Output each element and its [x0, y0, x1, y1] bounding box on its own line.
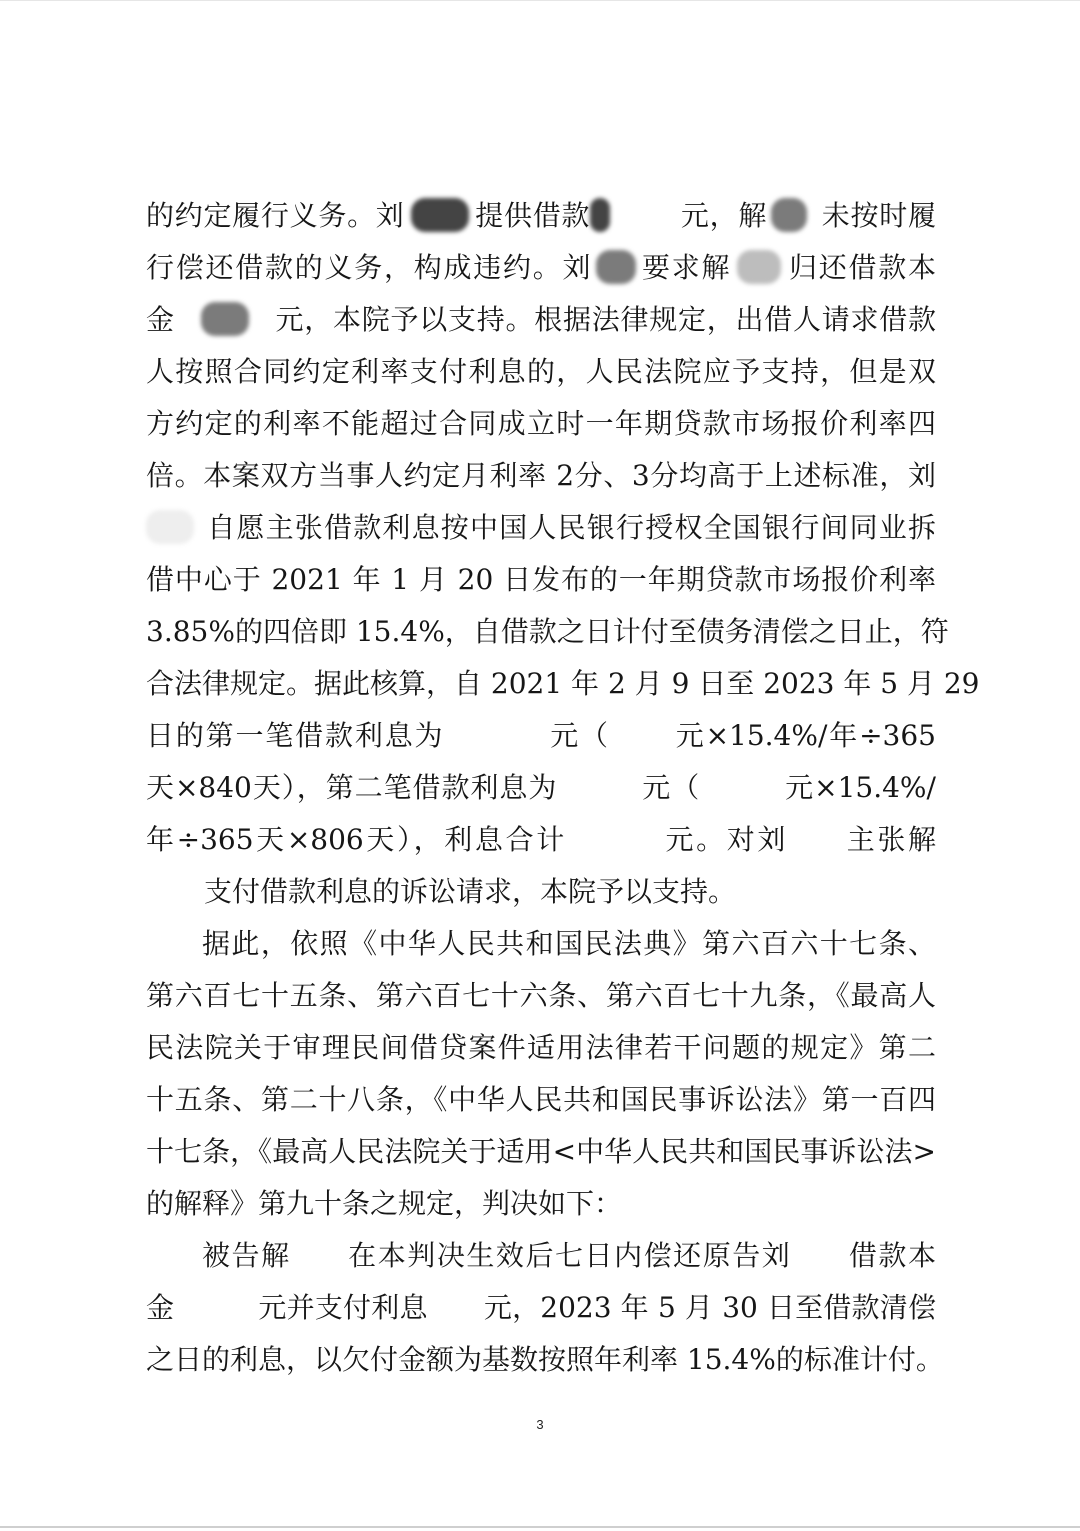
- text-segment: 自愿主张借款利息按中国人民银行授权全国银行间同业拆: [206, 511, 936, 544]
- text-line-19: 十七条，《最高人民法院关于适用<中华人民共和国民事诉讼法>: [146, 1135, 936, 1168]
- redaction-mark: [201, 302, 249, 336]
- judgment-body-text: [146, 190, 980, 1386]
- text-line-18: 十五条、第二十八条，《中华人民共和国民事诉讼法》第一百四: [146, 1083, 936, 1116]
- text-segment: 元×15.4%/年÷365: [673, 719, 936, 752]
- text-line-3: [146, 294, 936, 346]
- text-line-12: [146, 762, 936, 814]
- text-segment: 年÷365天×806天），利息合计: [146, 823, 567, 856]
- text-segment: 在本判决生效后七日内偿还原告刘: [346, 1239, 792, 1272]
- page-number: 3: [536, 1417, 544, 1432]
- text-segment: 金: [146, 303, 175, 336]
- text-line-15: 据此，依照《中华人民共和国民法典》第六百六十七条、: [202, 927, 936, 960]
- text-line-7: [146, 502, 936, 554]
- redaction-mark: [737, 250, 781, 284]
- text-line-1: [146, 190, 936, 242]
- text-segment: 金: [146, 1291, 175, 1324]
- text-line-6: 倍。本案双方当事人约定月利率 2分、3分均高于上述标准，刘: [146, 459, 936, 492]
- text-segment: 元并支付利息: [258, 1291, 428, 1324]
- text-segment: 借款本: [847, 1239, 936, 1272]
- text-segment: 元（: [548, 719, 610, 752]
- redaction-mark: [771, 198, 807, 232]
- text-segment: 元×15.4%/: [784, 771, 936, 804]
- text-line-20: 的解释》第九十条之规定，判决如下：: [146, 1187, 623, 1220]
- text-segment: 提供借款: [474, 199, 591, 232]
- text-line-16: 第六百七十五条、第六百七十六条、第六百七十九条，《最高人: [146, 979, 936, 1012]
- text-segment: 元（: [641, 771, 701, 804]
- text-line-10: 合法律规定。据此核算，自 2021 年 2 月 9 日至 2023 年 5 月 29: [146, 667, 980, 700]
- text-line-22: [146, 1282, 936, 1334]
- redaction-mark: [146, 510, 194, 544]
- redaction-mark: [596, 250, 636, 284]
- text-line-2: [146, 242, 936, 294]
- text-segment: 天×840天），第二笔借款利息为: [146, 771, 558, 804]
- text-line-14: [146, 866, 936, 918]
- text-segment: 元。对刘: [662, 823, 789, 856]
- text-segment: 行偿还借款的义务，构成违约。刘: [146, 251, 593, 284]
- text-line-5: 方约定的利率不能超过合同成立时一年期贷款市场报价利率四: [146, 407, 936, 440]
- text-segment: 元，本院予以支持。根据法律规定，出借人请求借款: [274, 303, 936, 336]
- text-line-17: 民法院关于审理民间借贷案件适用法律若干问题的规定》第二: [146, 1031, 936, 1064]
- text-segment: 被告解: [202, 1239, 291, 1272]
- page-bottom-edge: [0, 1526, 1080, 1528]
- text-segment: 归还借款本: [787, 251, 936, 284]
- text-segment: 元，2023 年 5 月 30 日至借款清偿: [483, 1291, 936, 1324]
- text-line-13: [146, 814, 936, 866]
- text-line-21: [146, 1230, 936, 1282]
- text-line-8: 借中心于 2021 年 1 月 20 日发布的一年期贷款市场报价利率: [146, 563, 936, 596]
- text-segment: 元，解: [680, 199, 768, 232]
- text-segment: 支付借款利息的诉讼请求，本院予以支持。: [204, 875, 737, 908]
- text-segment: 的约定履行义务。刘: [146, 199, 405, 232]
- text-segment: 未按时履: [821, 199, 936, 232]
- text-line-9: 3.85%的四倍即 15.4%，自借款之日计付至债务清偿之日止，符: [146, 615, 949, 648]
- text-segment: 日的第一笔借款利息为: [146, 719, 445, 752]
- text-line-4: 人按照合同约定利率支付利息的，人民法院应予支持，但是双: [146, 355, 936, 388]
- redaction-mark: [411, 198, 469, 232]
- text-segment: 主张解: [844, 823, 936, 856]
- text-line-23: 之日的利息，以欠付金额为基数按照年利率 15.4%的标准计付。: [146, 1343, 944, 1376]
- text-segment: 要求解: [640, 251, 732, 284]
- text-line-11: [146, 710, 936, 762]
- redaction-mark: [590, 198, 610, 232]
